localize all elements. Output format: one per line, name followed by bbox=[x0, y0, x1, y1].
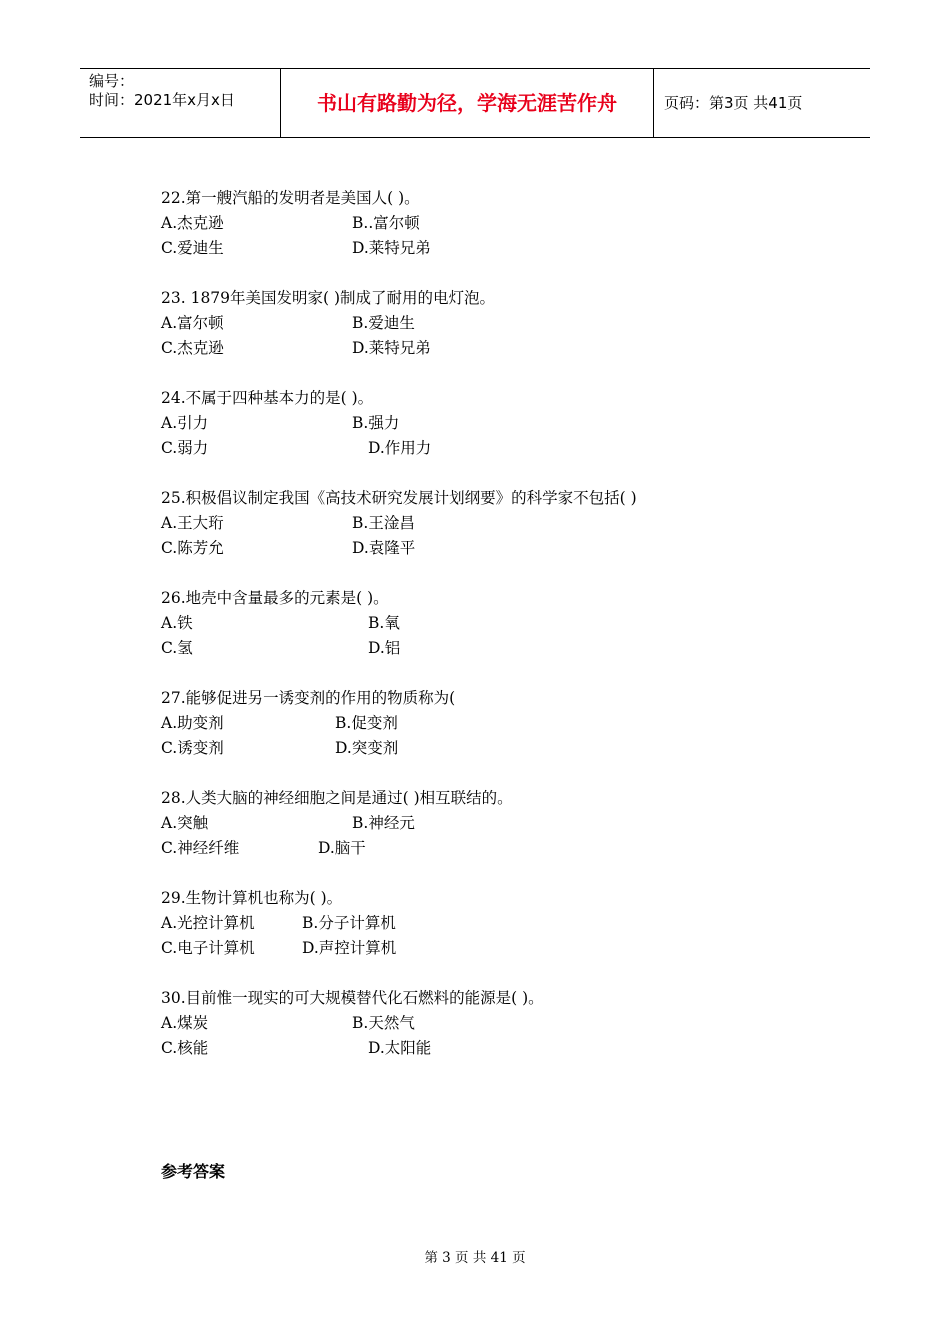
header-page-info: 页码：第3页 共41页 bbox=[664, 94, 803, 112]
question-list bbox=[161, 186, 781, 1086]
question-24 bbox=[161, 386, 781, 461]
question-stem: 30.目前惟一现实的可大规模替代化石燃料的能源是( )。 bbox=[161, 989, 544, 1007]
option-a: A.引力 bbox=[161, 414, 209, 432]
option-a: A.富尔顿 bbox=[161, 314, 224, 332]
question-stem: 23. 1879年美国发明家( )制成了耐用的电灯泡。 bbox=[161, 289, 496, 307]
option-c: C.杰克逊 bbox=[161, 339, 224, 357]
question-28 bbox=[161, 786, 781, 861]
question-stem: 22.第一艘汽船的发明者是美国人( )。 bbox=[161, 189, 420, 207]
answer-heading: 参考答案 bbox=[161, 1162, 226, 1181]
page-footer: 第 3 页 共 41 页 bbox=[424, 1250, 526, 1266]
option-d: D.脑干 bbox=[318, 839, 366, 857]
option-c: C.核能 bbox=[161, 1039, 209, 1057]
option-c: C.诱变剂 bbox=[161, 739, 224, 757]
date-label: 时间：2021年x月x日 bbox=[89, 91, 235, 109]
question-26 bbox=[161, 586, 781, 661]
option-b: B.促变剂 bbox=[335, 714, 398, 732]
option-d: D.莱特兄弟 bbox=[352, 339, 431, 357]
header-motto: 书山有路勤为径，学海无涯苦作舟 bbox=[281, 69, 654, 137]
option-a: A.煤炭 bbox=[161, 1014, 209, 1032]
question-30 bbox=[161, 986, 781, 1061]
question-stem: 27.能够促进另一诱变剂的作用的物质称为( bbox=[161, 689, 456, 707]
option-b: B.王淦昌 bbox=[352, 514, 415, 532]
option-a: A.助变剂 bbox=[161, 714, 224, 732]
question-27 bbox=[161, 686, 781, 761]
question-stem: 28.人类大脑的神经细胞之间是通过( )相互联结的。 bbox=[161, 789, 513, 807]
option-c: C.神经纤维 bbox=[161, 839, 240, 857]
option-d: D.铝 bbox=[368, 639, 401, 657]
question-stem: 24.不属于四种基本力的是( )。 bbox=[161, 389, 374, 407]
header-meta bbox=[80, 69, 281, 137]
option-c: C.氢 bbox=[161, 639, 193, 657]
option-d: D.声控计算机 bbox=[302, 939, 397, 957]
option-c: C.弱力 bbox=[161, 439, 209, 457]
option-a: A.杰克逊 bbox=[161, 214, 224, 232]
option-d: D.太阳能 bbox=[368, 1039, 432, 1057]
option-b: B.强力 bbox=[352, 414, 400, 432]
option-d: D.突变剂 bbox=[335, 739, 399, 757]
question-25 bbox=[161, 486, 781, 561]
question-22 bbox=[161, 186, 781, 261]
option-d: D.莱特兄弟 bbox=[352, 239, 431, 257]
option-a: A.突触 bbox=[161, 814, 209, 832]
option-d: D.作用力 bbox=[368, 439, 432, 457]
option-a: A.王大珩 bbox=[161, 514, 224, 532]
option-b: B.天然气 bbox=[352, 1014, 415, 1032]
option-c: C.陈芳允 bbox=[161, 539, 224, 557]
option-b: B.爱迪生 bbox=[352, 314, 415, 332]
question-stem: 26.地壳中含量最多的元素是( )。 bbox=[161, 589, 389, 607]
option-a: A.光控计算机 bbox=[161, 914, 255, 932]
question-23 bbox=[161, 286, 781, 361]
option-b: B.神经元 bbox=[352, 814, 415, 832]
question-29 bbox=[161, 886, 781, 961]
option-c: C.电子计算机 bbox=[161, 939, 255, 957]
option-a: A.铁 bbox=[161, 614, 193, 632]
page-header bbox=[80, 68, 870, 138]
option-c: C.爱迪生 bbox=[161, 239, 224, 257]
number-label: 编号： bbox=[89, 72, 135, 90]
option-b: B..富尔顿 bbox=[352, 214, 420, 232]
option-d: D.袁隆平 bbox=[352, 539, 416, 557]
option-b: B.氧 bbox=[368, 614, 400, 632]
question-stem: 25.积极倡议制定我国《高技术研究发展计划纲要》的科学家不包括( ) bbox=[161, 489, 637, 507]
question-stem: 29.生物计算机也称为( )。 bbox=[161, 889, 343, 907]
option-b: B.分子计算机 bbox=[302, 914, 396, 932]
